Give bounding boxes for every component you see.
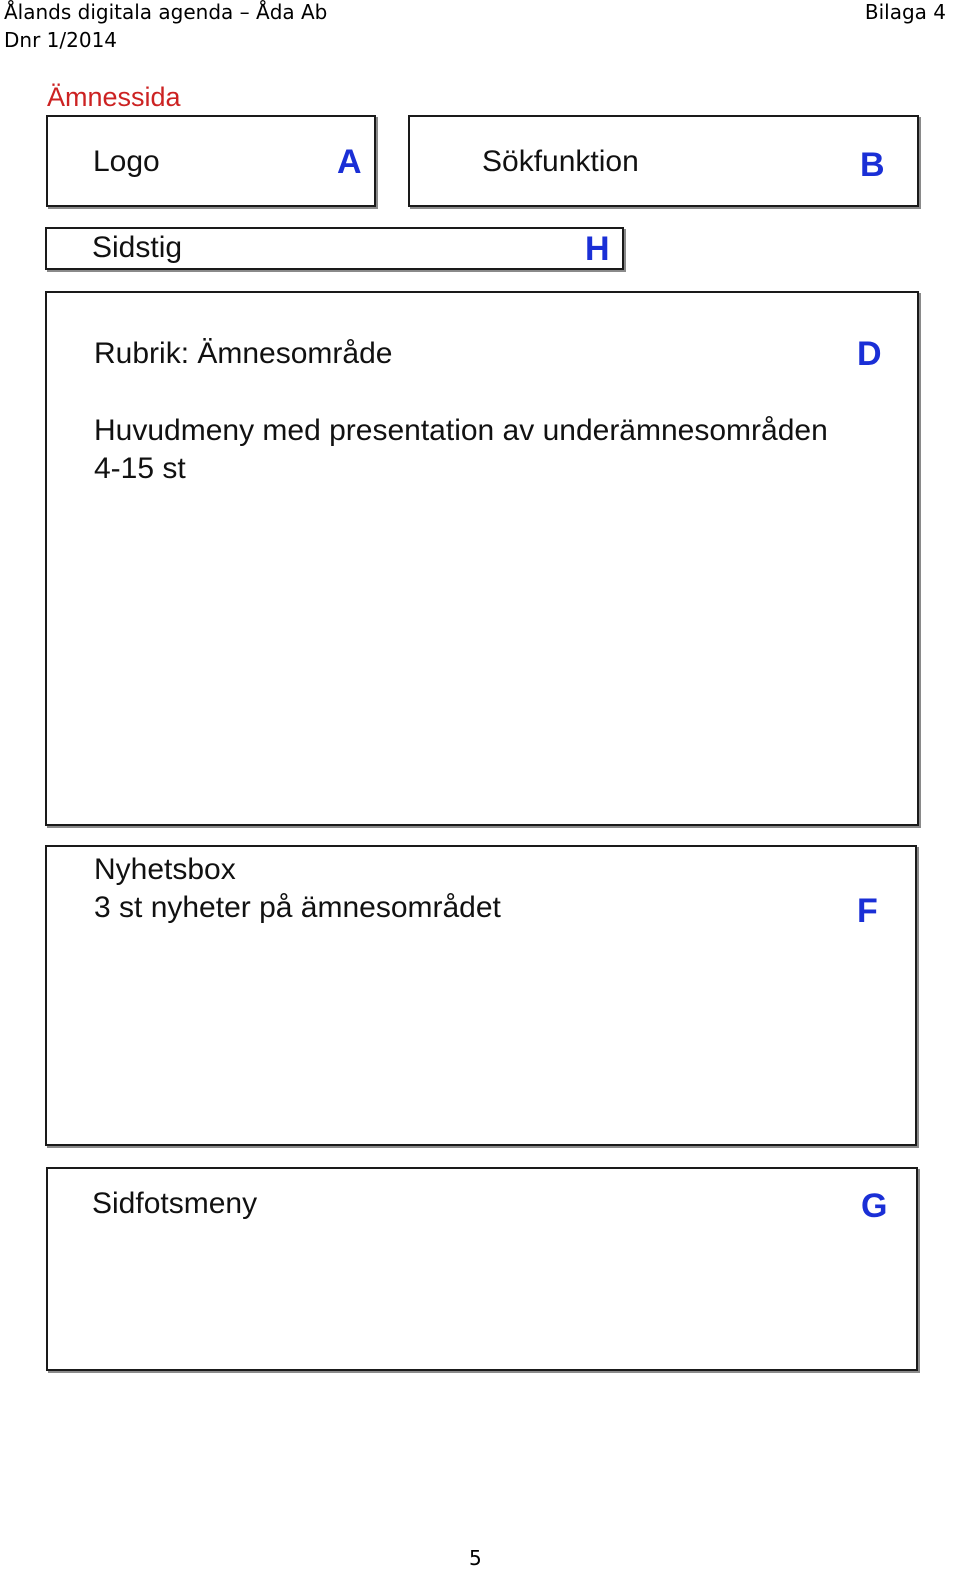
search-box: [408, 115, 919, 207]
appendix-label: Bilaga 4: [864, 0, 946, 24]
main-content-box: [45, 291, 919, 826]
logo-label: Logo: [93, 145, 160, 178]
news-box: [45, 845, 917, 1146]
breadcrumb-box: [45, 227, 624, 270]
logo-letter: A: [337, 143, 362, 181]
footer-menu-box: [46, 1167, 918, 1371]
footer-label: Sidfotsmeny: [92, 1187, 258, 1220]
section-title: Ämnessida: [47, 82, 181, 112]
document-title: Ålands digitala agenda – Åda Ab: [4, 0, 328, 24]
main-description: Huvudmeny med presentation av underämnesområden: [94, 414, 828, 447]
main-letter: D: [857, 335, 882, 373]
search-letter: B: [860, 146, 885, 184]
footer-letter: G: [861, 1187, 888, 1225]
search-label: Sökfunktion: [482, 145, 639, 178]
news-subtitle: 3 st nyheter på ämnesområdet: [94, 891, 501, 924]
main-title: Rubrik: Ämnesområde: [94, 337, 393, 370]
news-title: Nyhetsbox: [94, 853, 236, 886]
document-dnr: Dnr 1/2014: [4, 28, 118, 52]
news-letter: F: [857, 892, 878, 930]
main-count: 4-15 st: [94, 452, 186, 485]
logo-box: [46, 115, 376, 207]
page-number: 5: [469, 1546, 482, 1570]
breadcrumb-label: Sidstig: [92, 231, 183, 264]
breadcrumb-letter: H: [585, 230, 610, 268]
